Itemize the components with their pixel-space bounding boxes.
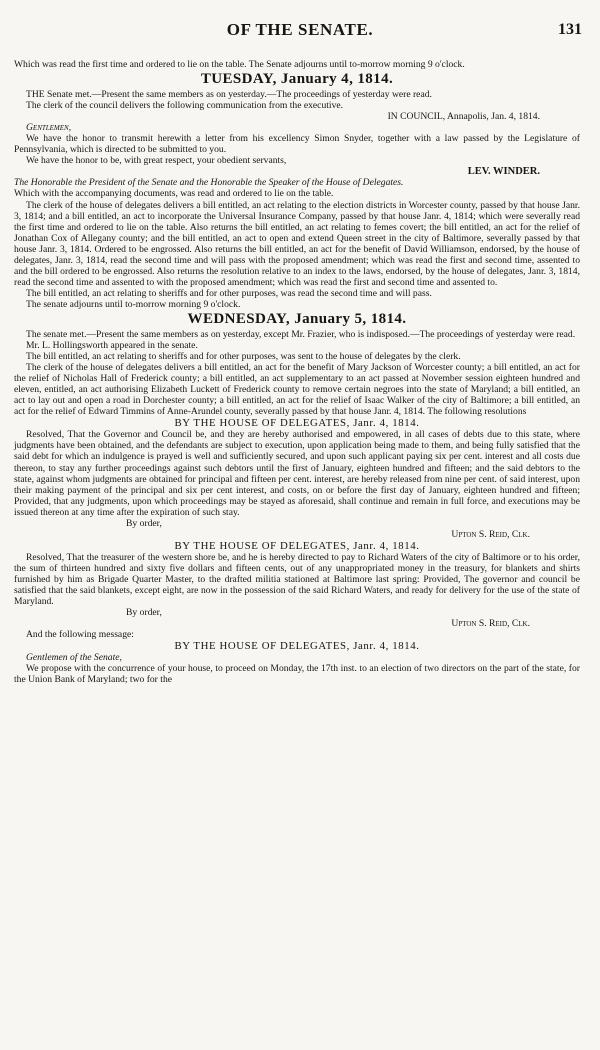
message-body: We propose with the concurrence of your house, to proceed on Monday, the 17th inst. to an election of two directors on the part of the state, for the Union Bank of Maryland; two for the bbox=[14, 663, 580, 686]
by-order-line: By order, bbox=[126, 517, 162, 529]
council-delivery-paragraph: The clerk of the council delivers the following communication from the executive. bbox=[26, 100, 344, 112]
message-intro: And the following message: bbox=[26, 629, 134, 641]
senate-met-paragraph: THE Senate met.—Present the same members as on yesterday.—The proceedings of yesterday were read. bbox=[26, 89, 432, 101]
letter-body: We have the honor to transmit herewith a letter from his excellency Simon Snyder, together with a law passed by the Legislature of Pennsylvania, which is directed to be submitted to you. bbox=[14, 133, 580, 156]
page-header bbox=[0, 20, 600, 46]
house-resolution-heading: BY THE HOUSE OF DELEGATES, Janr. 4, 1814. bbox=[174, 417, 420, 430]
sheriffs-bill-sent-paragraph: The bill entitled, an act relating to sheriffs and for other purposes, was sent to the house of delegates by the clerk. bbox=[26, 351, 461, 363]
date-heading-wednesday: WEDNESDAY, January 5, 1814. bbox=[187, 310, 407, 327]
letter-signature: LEV. WINDER. bbox=[467, 166, 540, 178]
clerk-signature: Upton S. Reid, Clk. bbox=[451, 528, 530, 540]
treasurer-resolution-paragraph: Resolved, That the treasurer of the western shore be, and he is hereby directed to pay to Richard Waters of the city of Baltimore or to his order, the sum of thirteen hundred and sixty five dollars and fifteen cents, out of any unappropriated money in the treasury, for blankets and shirts furnished by him as Brigade Quarter Master, to the drafted militia stationed at Baltimore last spring: Provided, The governor and council be satisfied that the said blankets, except eight, are now in the possession of the said Richard Waters, and ready for delivery for the use of the state of Maryland. bbox=[14, 551, 580, 608]
house-message-heading: BY THE HOUSE OF DELEGATES, Janr. 4, 1814. bbox=[174, 640, 420, 653]
page-number: 131 bbox=[558, 21, 582, 38]
running-title: OF THE SENATE. bbox=[226, 20, 374, 39]
by-order-line-2: By order, bbox=[126, 607, 162, 619]
governor-resolution-paragraph: Resolved, That the Governor and Council be, and they are hereby authorised and empowered, in all cases of debts due to this state, where judgments have been obtained, and the defendants are subject to execution, upon application being made to them, and being fully satisfied that the said debt for which an indulgence is prayed is well and sufficiently secured, and upon such applicant paying six per cent. interest and all costs due thereon, to stay any further proceedings against such debtors until the first of January, eighteen hundred and fifteen; and the said debtors to the state, against whom judgments are obtained for principal and fifteen per cent. interest, are hereby released from nine per cent. of said interest, upon their making payment of the principal and six per cent interest, and costs, on or before the first day of January, eighteen hundred and fifteen; Provided, that any judgments, upon which proceedings may be stayed as aforesaid, shall continue and remain in full force, and executions may be issued thereon at any time after the expiration of such stay. bbox=[14, 429, 580, 518]
hollingsworth-paragraph: Mr. L. Hollingsworth appeared in the senate. bbox=[26, 340, 198, 352]
senate-met-wednesday-paragraph: The senate met.—Present the same members as on yesterday, except Mr. Frazier, who is indisposed.—The proceedings of yesterday were read. bbox=[26, 328, 576, 340]
bills-delivered-paragraph: The clerk of the house of delegates delivers a bill entitled, an act relating to the election districts in Worcester county, passed by that house Janr. 3, 1814; and a bill entitled, an act to incorporate the Universal Insurance Company, passed by that house Janr. 4, 1814; which were severally read the first time and ordered to lie on the table. Also returns the bill entitled, an act relating to femes covert; the bill entitled, an act for the relief of Jonathan Cox of Allegany county; and the bill entitled, an act to open and extend Queen street in the city of Baltimore, severally passed by that house Janr. 3, 1814. Ordered to be engrossed. Also returns the bill entitled, an act for the benefit of David Williamson, endorsed, by the house of delegates, Janr. 3, 1814, read the second time and will pass with the proposed amendment; which was read the first and second time, assented to and the bill ordered to be engrossed. Also returns the resolution relative to an index to the laws, endorsed, by the house of delegates, Janr. 3, 1814, read the second time and assented to with the proposed amendment; which was read the first and second time and assented to. bbox=[14, 199, 580, 288]
documents-tabled-paragraph: Which with the accompanying documents, was read and ordered to lie on the table. bbox=[14, 188, 334, 200]
senate-adjourns-paragraph: The senate adjourns until to-morrow morning 9 o'clock. bbox=[26, 298, 241, 310]
letter-addressee: The Honorable the President of the Senate and the Honorable the Speaker of the House of Delegates. bbox=[14, 177, 404, 189]
adjournment-paragraph: Which was read the first time and ordered to lie on the table. The Senate adjourns until to-morrow morning 9 o'clock. bbox=[14, 59, 465, 70]
sheriffs-bill-paragraph: The bill entitled, an act relating to sheriffs and for other purposes, was read the second time and will pass. bbox=[26, 287, 432, 299]
message-salutation: Gentlemen of the Senate, bbox=[26, 652, 122, 664]
date-heading-tuesday: TUESDAY, January 4, 1814. bbox=[200, 71, 394, 88]
page-body bbox=[14, 59, 580, 685]
letter-salutation: Gentlemen, bbox=[26, 122, 72, 134]
bills-delivered-wednesday-paragraph: The clerk of the house of delegates delivers a bill entitled, an act for the benefit of Mary Jackson of Worcester county; a bill entitled, an act for the relief of Nicholas Hall of Frederick county; a bill entitled, an act supplementary to an act passed at November session eighteen hundred and eleven, entitled, an act authorising Elizabeth Luckett of Frederick county to remove certain negroes into the state of Maryland; a bill entitled, an act to lay out and open a road in Dorchester county; a bill entitled, an act for the relief of Isaac Walker of the city of Baltimore; a bill entitled, an act for the relief of Edward Timmins of Anne-Arundel county, severally passed by that house Janr. 4, 1814. The following resolutions bbox=[14, 362, 580, 418]
council-dateline: IN COUNCIL, Annapolis, Jan. 4, 1814. bbox=[387, 111, 540, 123]
house-resolution-heading-2: BY THE HOUSE OF DELEGATES, Janr. 4, 1814. bbox=[174, 539, 420, 552]
clerk-signature-2: Upton S. Reid, Clk. bbox=[451, 618, 530, 630]
letter-closing: We have the honor to be, with great respect, your obedient servants, bbox=[26, 155, 287, 167]
